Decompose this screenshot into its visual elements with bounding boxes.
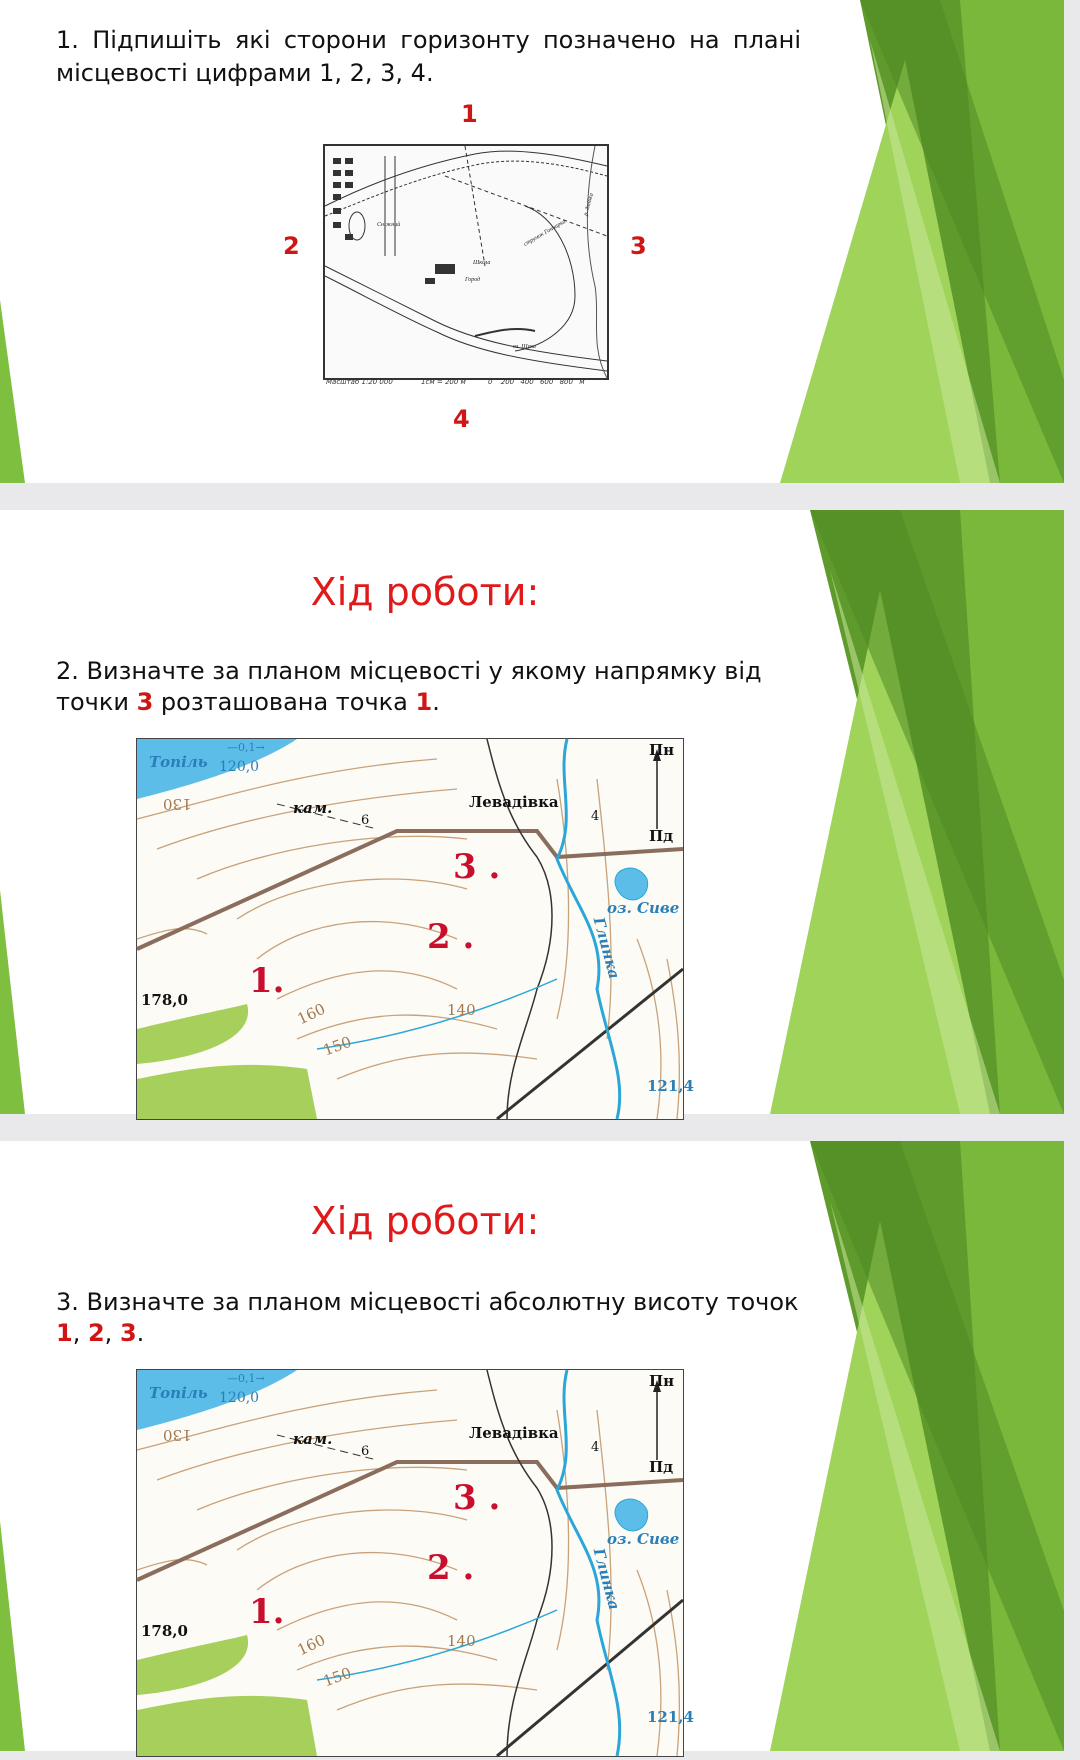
kam-number: 6: [361, 1444, 370, 1459]
house-number: 4: [591, 1440, 600, 1455]
house-number: 4: [591, 809, 600, 824]
q3-point-2: 2: [87, 1319, 105, 1347]
water-level-2: 121,4: [647, 1708, 694, 1726]
river-depth: —0,1→: [227, 741, 265, 754]
q2-text-c: .: [432, 688, 440, 716]
slide-heading: Хід роботи:: [310, 570, 540, 614]
slide-1: [0, 0, 1064, 483]
lake-label: оз. Сиве: [607, 899, 680, 917]
river-name: Топіль: [149, 753, 208, 771]
contour-140: 140: [447, 1001, 476, 1019]
north-label: Пн: [649, 741, 675, 759]
village-label: Левадівка: [469, 1424, 559, 1442]
scale-tick-2: 400: [520, 378, 534, 386]
point-3: 3 .: [453, 847, 501, 887]
slide-2: [0, 510, 1064, 1114]
north-label: Пн: [649, 1372, 675, 1390]
q2-text-b: розташована точка: [153, 688, 416, 716]
stream-label: струмок Гончарка: [523, 218, 567, 248]
scale-tick-1: 200: [500, 378, 515, 386]
point-3: 3 .: [453, 1478, 501, 1518]
question-2: [56, 656, 816, 718]
q3-sep-1: ,: [72, 1319, 88, 1347]
water-level: 120,0: [219, 759, 260, 775]
scale-tick-5: м: [579, 378, 585, 386]
stream-label: Глинка: [589, 1546, 624, 1612]
kam-label: кам.: [293, 1430, 333, 1448]
q2-text-a: 2. Визначте за планом місцевості у якому напрямку від точки: [56, 657, 762, 716]
point-1: 1.: [249, 961, 285, 1001]
school-label: Школа: [473, 260, 491, 266]
slide-3: [0, 1141, 1064, 1751]
water-level: 120,0: [219, 1390, 260, 1406]
stream-label: Глинка: [589, 915, 624, 981]
river-label: р. Змійка: [583, 192, 595, 217]
q2-point-3: 3: [136, 688, 154, 716]
contour-150: 150: [320, 1663, 354, 1691]
garden-label: Город: [465, 277, 481, 283]
village-label: Левадівка: [469, 793, 559, 811]
kam-label: кам.: [293, 799, 333, 817]
river-depth: —0,1→: [227, 1372, 265, 1385]
south-label: Пд: [649, 1458, 674, 1476]
q3-text-a: 3. Визначте за планом місцевості абсолютну висоту точок: [56, 1288, 799, 1316]
mark-bottom: 4: [453, 405, 470, 433]
q3-sep-2: ,: [104, 1319, 120, 1347]
village-label: Сніжний: [377, 222, 401, 228]
contour-160: 160: [294, 1630, 329, 1660]
contour-160: 160: [294, 999, 329, 1029]
q3-point-3: 3: [119, 1319, 137, 1347]
terrain-plan-drawing: [325, 146, 607, 378]
scale-tick-3: 600: [539, 378, 554, 386]
mark-left: 2: [283, 232, 300, 260]
point-1: 1.: [249, 1592, 285, 1632]
scale-text: Масштаб 1:20 000: [326, 378, 393, 386]
contour-150: 150: [320, 1032, 354, 1060]
question-3: [56, 1287, 816, 1349]
kam-number: 6: [361, 813, 370, 828]
contour-130: 130: [163, 1426, 192, 1444]
slide-heading: Хід роботи:: [310, 1199, 540, 1243]
water-level-2: 121,4: [647, 1077, 694, 1095]
contour-130: 130: [163, 795, 192, 813]
question-1: 1. Підпишіть які сторони горизонту позначено на плані місцевості цифрами 1, 2, 3, 4.: [56, 26, 801, 87]
point-2: 2 .: [427, 1548, 475, 1588]
south-label: Пд: [649, 827, 674, 845]
scale-ratio: 1см = 200 м: [421, 378, 466, 386]
topographic-map-3: [136, 1369, 694, 1757]
lake-label: оз. Щука: [513, 344, 536, 350]
scale-tick-4: 800: [559, 378, 573, 386]
scale-tick-0: 0: [488, 378, 493, 386]
q3-point-1: 1: [56, 1319, 73, 1347]
river-name: Топіль: [149, 1384, 208, 1402]
mark-right: 3: [630, 232, 647, 260]
lake-label: оз. Сиве: [607, 1530, 680, 1548]
mark-top: 1: [461, 100, 478, 128]
point-2: 2 .: [427, 917, 475, 957]
map-scale: [326, 378, 606, 386]
elevation-178: 178,0: [141, 991, 188, 1009]
topographic-map-2: [136, 738, 694, 1120]
q3-text-end: .: [136, 1319, 145, 1347]
terrain-plan-map: [323, 144, 609, 380]
q2-point-1: 1: [415, 688, 433, 716]
contour-140: 140: [447, 1632, 476, 1650]
elevation-178: 178,0: [141, 1622, 188, 1640]
